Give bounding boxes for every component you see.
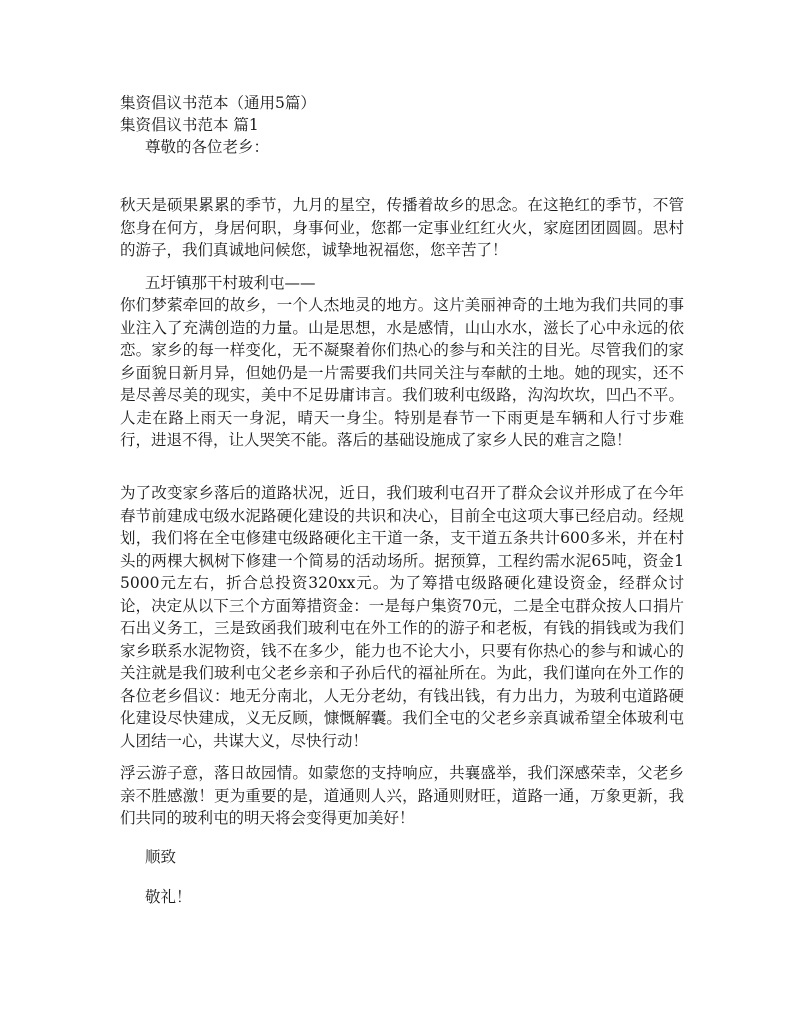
paragraph-village-name: 五圩镇那干村玻利屯—— — [145, 274, 316, 292]
paragraph-closing-appeal: 浮云游子意，落日故园情。如蒙您的支持响应，共襄盛举，我们深感荣幸，父老乡亲不胜感激！更为重要的是，道通则人兴，路通则财旺，道路一通，万象更新，我们共同的玻利屯的明天将会变得更加美好！ — [120, 764, 684, 827]
paragraph-hometown: 你们梦萦牵回的故乡，一个人杰地灵的地方。这片美丽神奇的土地为我们共同的事业注入了充满创造的力量。山是思想，水是感情，山山水水，滋长了心中永远的依恋。家乡的每一样变化，无不凝聚着你们热心的参与和关注的目光。尽管我们的家乡面貌日新月异，但她仍是一片需要我们共同关注与奉献的土地。她的现实，还不是尽善尽美的现实，美中不足毋庸讳言。我们玻利屯级路，沟沟坎坎，凹凸不平。人走在路上雨天一身泥，晴天一身尘。特别是春节一下雨更是车辆和人行寸步难行，进退不得，让人哭笑不能。落后的基础设施成了家乡人民的难言之隐！ — [120, 296, 684, 449]
salutation: 尊敬的各位老乡： — [145, 138, 270, 156]
paragraph-road-plan: 为了改变家乡落后的道路状况，近日，我们玻利屯召开了群众会议并形成了在今年春节前建成屯级水泥路硬化建设的共识和决心，目前全屯这项大事已经启动。经规划，我们将在全屯修建屯级路硬化主干道一条，支干道五条共计600多米，并在村头的两棵大枫树下修建一个简易的活动场所。据预算，工程约需水泥65吨，资金15000元左右，折合总投资320xx元。为了筹措屯级路硬化建设资金，经群众讨论，决定从以下三个方面筹措资金：一是每户集资70元，二是全屯群众按人口捐片石出义务工，三是致函我们玻利屯在外工作的的游子和老板，有钱的捐钱或为我们家乡联系水泥物资，钱不在多少，能力也不论大小，只要有你热心的参与和诚心的关注就是我们玻利屯父老乡亲和子孙后代的福祉所在。为此，我们谨向在外工作的各位老乡倡议：地无分南北，人无分老幼，有钱出钱，有力出力，为玻利屯道路硬化建设尽快建成，义无反顾，慷慨解囊。我们全屯的父老乡亲真诚希望全体玻利屯人团结一心，共谋大义，尽快行动！ — [120, 484, 684, 750]
document-subtitle: 集资倡议书范本 篇1 — [120, 116, 259, 134]
closing-regards: 顺致 — [145, 848, 177, 866]
document-title: 集资倡议书范本（通用5篇） — [120, 94, 316, 112]
paragraph-autumn-greeting: 秋天是硕果累累的季节，九月的星空，传播着故乡的思念。在这艳红的季节，不管您身在何方，身居何职，身事何业，您都一定事业红红火火，家庭团团圆圆。思村的游子，我们真诚地问候您，诚挚地祝福您，您辛苦了！ — [120, 196, 684, 259]
closing-salute: 敬礼！ — [145, 888, 192, 906]
